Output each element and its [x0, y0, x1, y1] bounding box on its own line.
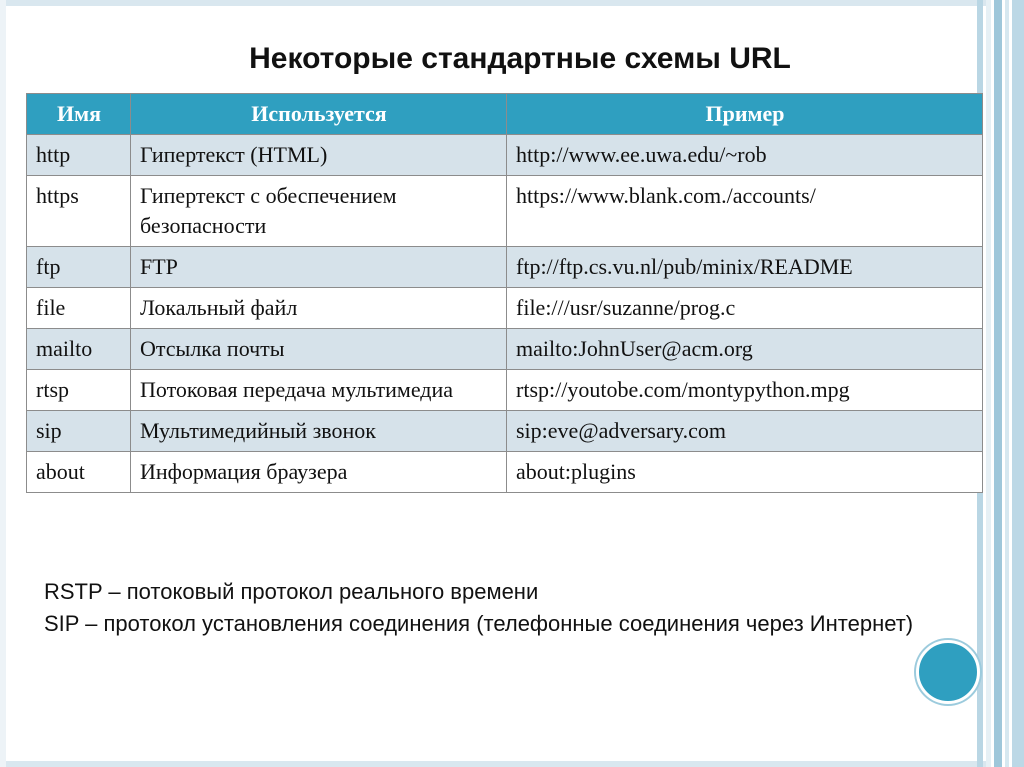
slide-border-top — [0, 0, 990, 6]
header-usage: Используется — [131, 94, 507, 135]
scheme-usage-cell: Гипертекст с обеспечением безопасности — [131, 176, 507, 247]
scheme-name-cell: ftp — [27, 247, 131, 288]
scheme-example-cell: sip:eve@adversary.com — [507, 411, 983, 452]
scheme-name-cell: mailto — [27, 329, 131, 370]
decorative-circle — [916, 640, 980, 704]
scheme-usage-cell: Гипертекст (HTML) — [131, 135, 507, 176]
slide-border-bottom — [0, 761, 990, 767]
table-row — [27, 247, 983, 288]
table-header-row — [27, 94, 983, 135]
scheme-usage-cell: Мультимедийный звонок — [131, 411, 507, 452]
url-schemes-table — [26, 93, 983, 493]
scheme-name-cell: file — [27, 288, 131, 329]
scheme-name-cell: about — [27, 452, 131, 493]
decorative-stripe — [1005, 0, 1009, 767]
scheme-example-cell: about:plugins — [507, 452, 983, 493]
table-row — [27, 411, 983, 452]
table-row — [27, 452, 983, 493]
scheme-name-cell: sip — [27, 411, 131, 452]
scheme-usage-cell: Потоковая передача мультимедиа — [131, 370, 507, 411]
scheme-usage-cell: Отсылка почты — [131, 329, 507, 370]
table-row — [27, 135, 983, 176]
scheme-example-cell: mailto:JohnUser@acm.org — [507, 329, 983, 370]
footnote-sip: SIP – протокол установления соединения (телефонные соединения через Интернет) — [44, 611, 914, 636]
slide-border-left — [0, 0, 6, 767]
decorative-stripe — [986, 0, 991, 767]
table-row — [27, 370, 983, 411]
scheme-example-cell: file:///usr/suzanne/prog.c — [507, 288, 983, 329]
slide-title: Некоторые стандартные схемы URL — [249, 42, 791, 75]
decorative-stripe — [994, 0, 1002, 767]
scheme-usage-cell: Локальный файл — [131, 288, 507, 329]
table-row — [27, 288, 983, 329]
scheme-usage-cell: Информация браузера — [131, 452, 507, 493]
scheme-example-cell: https://www.blank.com./accounts/ — [507, 176, 983, 247]
header-name: Имя — [27, 94, 131, 135]
scheme-name-cell: http — [27, 135, 131, 176]
decorative-stripe — [1012, 0, 1024, 767]
scheme-example-cell: http://www.ee.uwa.edu/~rob — [507, 135, 983, 176]
footnote-rstp: RSTP – потоковый протокол реального времени — [44, 579, 539, 604]
table-row — [27, 176, 983, 247]
scheme-example-cell: rtsp://youtobe.com/montypython.mpg — [507, 370, 983, 411]
table-row — [27, 329, 983, 370]
header-example: Пример — [507, 94, 983, 135]
scheme-usage-cell: FTP — [131, 247, 507, 288]
scheme-name-cell: rtsp — [27, 370, 131, 411]
footnotes — [44, 576, 964, 640]
scheme-example-cell: ftp://ftp.cs.vu.nl/pub/minix/README — [507, 247, 983, 288]
scheme-name-cell: https — [27, 176, 131, 247]
